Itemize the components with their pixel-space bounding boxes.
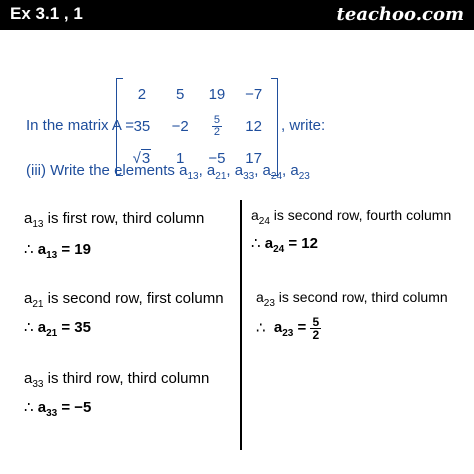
var-a: a (273, 319, 283, 337)
answer-value: −5 (74, 399, 92, 416)
subscript: 13 (46, 250, 58, 261)
header-bar (0, 0, 474, 30)
subscript: 33 (46, 408, 58, 419)
matrix-cell: −7 (245, 85, 263, 103)
element-subscript: 21 (215, 171, 227, 182)
therefore-symbol: ∴ (24, 399, 34, 416)
element-subscript: 23 (298, 171, 310, 182)
var-a: a (37, 241, 47, 258)
subscript: 33 (32, 379, 44, 390)
statement-a13 (24, 210, 204, 230)
matrix-table (122, 78, 272, 174)
answer-value: 12 (301, 235, 318, 252)
statement-text: is second row, first column (43, 290, 224, 307)
subscript: 23 (282, 328, 294, 340)
var-a: a (264, 235, 274, 252)
matrix-cell: 17 (245, 149, 262, 167)
part-iii-prompt: (iii) Write the elements $a_{13}$, $a_{21}$, $a_{33}$, $a_{24}$, $a_{23}$ (26, 162, 310, 182)
fraction-denominator: 2 (312, 328, 320, 342)
matrix-cell: −5 (208, 149, 226, 167)
answer-a23 (256, 316, 321, 341)
answer-a13 (24, 240, 91, 261)
element-subscript: 24 (270, 171, 283, 182)
subscript: 21 (32, 299, 44, 310)
answer-a21 (24, 318, 91, 339)
var-a: a (24, 370, 33, 387)
element-subscript: 13 (187, 171, 199, 182)
var-a: a (37, 399, 47, 416)
statement-text: is second row, fourth column (269, 207, 452, 223)
statement-a23 (256, 289, 448, 309)
exercise-title: Ex 3.1 , 1 (10, 4, 83, 23)
matrix-cell: 19 (208, 85, 226, 103)
statement-a33 (24, 370, 209, 390)
equals: = (57, 319, 75, 336)
part-label: (iii) Write the elements a (26, 162, 188, 179)
answer-value: 35 (74, 319, 91, 336)
var-a: a (37, 319, 47, 336)
equals: = (57, 241, 75, 258)
statement-text: is third row, third column (43, 370, 210, 387)
matrix-a (116, 78, 278, 174)
matrix-row (122, 78, 272, 110)
answer-a24 (251, 234, 318, 255)
matrix-cell: 35 (133, 117, 151, 135)
fraction-numerator: 5 (312, 315, 320, 329)
fraction-numerator: 5 (213, 113, 220, 126)
question-prefix: In the matrix A = (26, 117, 134, 134)
equals: = (57, 399, 75, 416)
var-a: a (24, 290, 33, 307)
matrix-row (122, 110, 272, 142)
var-a: a (24, 210, 33, 227)
therefore-symbol: ∴ (256, 319, 266, 337)
subscript: 23 (263, 297, 275, 309)
sqrt-argument: 3 (141, 149, 151, 167)
sqrt-sign: √ (132, 149, 141, 167)
matrix-cell: −2 (171, 117, 189, 135)
matrix-cell: 1 (176, 149, 185, 167)
answer-value: 19 (74, 241, 91, 258)
var-a: a (251, 207, 259, 223)
subscript: 24 (258, 215, 270, 227)
column-divider (240, 200, 242, 450)
matrix-cell-fraction (199, 110, 236, 142)
equals: = (293, 319, 311, 337)
subscript: 24 (273, 244, 285, 255)
fraction-denominator: 2 (213, 125, 220, 138)
matrix-cell: 2 (137, 85, 147, 103)
question-suffix: , write: (281, 117, 326, 134)
equals: = (284, 235, 302, 252)
statement-text: is second row, third column (274, 289, 448, 305)
therefore-symbol: ∴ (251, 235, 261, 252)
var-a: a (256, 289, 264, 305)
statement-a24 (251, 207, 451, 227)
matrix-cell: 12 (245, 117, 262, 135)
answer-a33 (24, 398, 91, 419)
therefore-symbol: ∴ (24, 319, 34, 336)
subscript: 13 (32, 219, 44, 230)
statement-text: is first row, third column (43, 210, 205, 227)
statement-a21 (24, 290, 224, 310)
matrix-cell: 5 (176, 85, 185, 103)
element-subscript: 33 (243, 171, 255, 182)
therefore-symbol: ∴ (24, 241, 34, 258)
brand-logo: teachoo.com (336, 4, 464, 25)
subscript: 21 (46, 328, 58, 339)
